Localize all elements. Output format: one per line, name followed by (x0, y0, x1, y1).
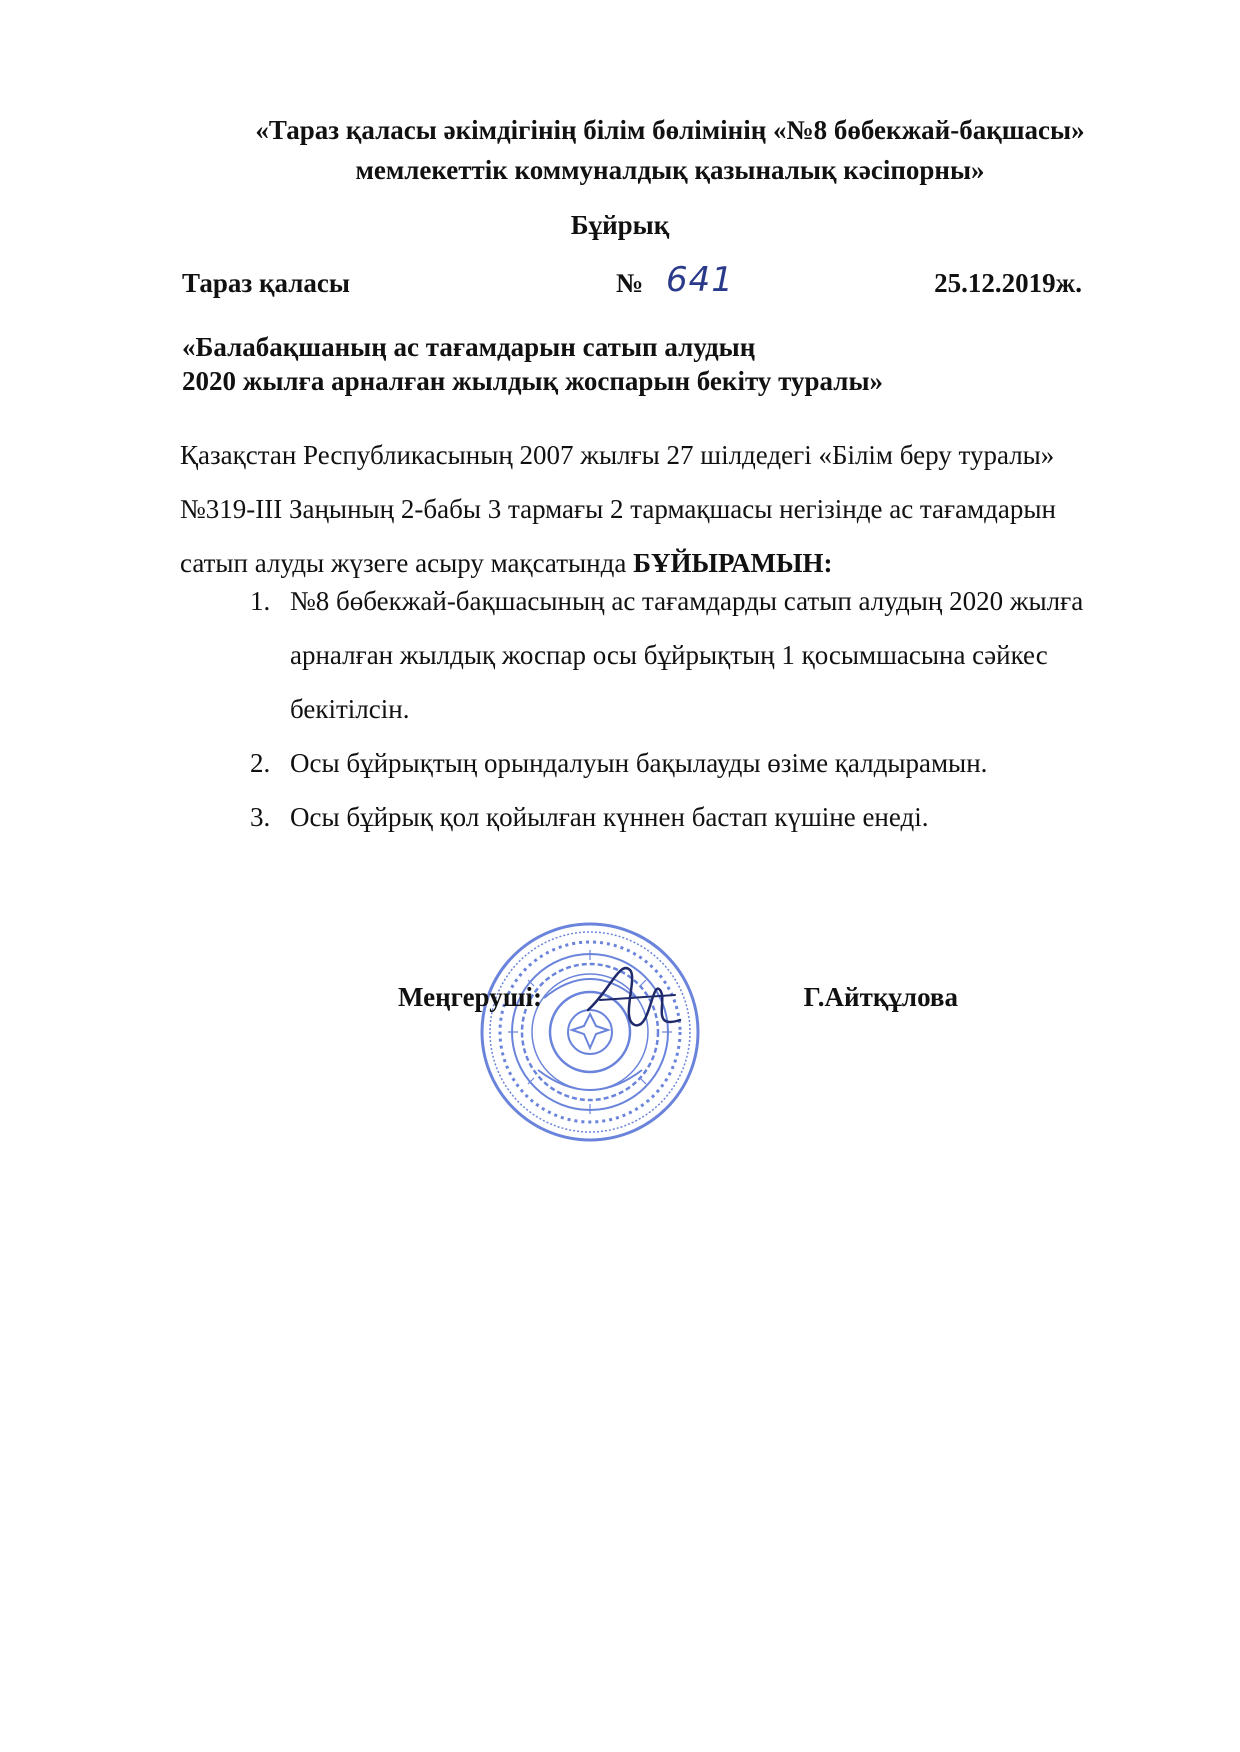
list-item-line: бекітілсін. (290, 694, 410, 724)
order-number-handwritten: 641 (666, 260, 734, 300)
signatory-role: Меңгеруші: (398, 982, 543, 1012)
preamble-line-3-text: сатып алуды жүзеге асыру мақсатында (180, 548, 634, 578)
order-preamble (180, 428, 1140, 590)
order-number-sign: № (616, 268, 644, 298)
order-city: Тараз қаласы (182, 268, 350, 298)
order-items-list (250, 574, 1150, 844)
order-subject (182, 330, 1082, 398)
signature-row (398, 982, 958, 1022)
list-item-line: арналған жылдық жоспар осы бұйрықтың 1 қосымшасына сәйкес (290, 640, 1048, 670)
list-item (250, 574, 1150, 736)
signatory-name: Г.Айтқұлова (803, 982, 958, 1012)
list-item-line: Осы бұйрықтың орындалуын бақылауды өзіме қалдырамын. (290, 748, 988, 778)
list-item (250, 790, 1150, 844)
document-type-title: Бұйрық (570, 210, 670, 240)
order-meta-row (182, 260, 1082, 308)
order-date: 25.12.2019ж. (934, 268, 1082, 298)
subject-line-1: «Балабақшаның ас тағамдарын сатып алудың (182, 332, 756, 362)
list-item-number: 2. (250, 748, 271, 778)
preamble-line-1: Қазақстан Республикасының 2007 жылғы 27 шілдедегі «Білім беру туралы» (180, 440, 1055, 470)
list-item (250, 736, 1150, 790)
organization-header (150, 110, 1190, 190)
list-item-number: 3. (250, 802, 271, 832)
list-item-number: 1. (250, 586, 271, 616)
header-line-2: мемлекеттік коммуналдық қазыналық кәсіпорны» (355, 155, 985, 185)
preamble-line-2: №319-ІІІ Заңының 2-бабы 3 тармағы 2 тармақшасы негізінде ас тағамдарын (180, 494, 1056, 524)
order-keyword: БҰЙЫРАМЫН: (633, 548, 833, 578)
header-line-1: «Тараз қаласы әкімдігінің білім бөлімінің «№8 бөбекжай-бақшасы» (255, 115, 1085, 145)
list-item-line: №8 бөбекжай-бақшасының ас тағамдарды сатып алудың 2020 жылға (290, 586, 1084, 616)
list-item-line: Осы бұйрық қол қойылған күннен бастап күшіне енеді. (290, 802, 929, 832)
subject-line-2: 2020 жылға арналған жылдық жоспарын бекіту туралы» (182, 366, 884, 396)
